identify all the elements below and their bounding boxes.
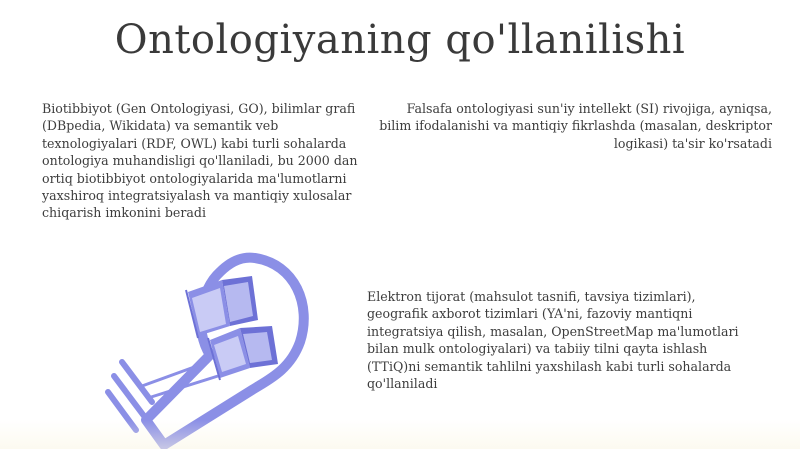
- paragraph-biomedicine: Biotibbiyot (Gen Ontologiyasi, GO), bilimlar grafi (DBpedia, Wikidata) va semantik veb texnologiyalari (RDF, OWL) kabi turli sohalarda ontologiya muhandisligi qo'llaniladi, bu 2000 dan ortiq biotibbiyot ontologiyalarida ma'lumotlarni yaxshiroq integratsiyalash va mantiqiy xulosalar chiqarish imkonini beradi: [42, 101, 358, 221]
- paragraph-ecommerce: Elektron tijorat (mahsulot tasnifi, tavsiya tizimlari), geografik axborot tizimlari (YA'ni, fazoviy mantiqni integratsiya qilish, masalan, OpenStreetMap ma'lumotlari bilan mulk ontologiyalari) va tabiiy tilni qayta ishlash (TTiQ)ni semantik tahlilni yaxshilash kabi turli sohalarda qo'llaniladi: [367, 289, 739, 392]
- bottom-glow: [0, 420, 800, 449]
- paragraph-philosophy: Falsafa ontologiyasi sun'iy intellekt (SI) rivojiga, ayniqsa, bilim ifodalanishi va mantiqiy fikrlashda (masalan, deskriptor logikasi) ta'sir ko'rsatadi: [379, 101, 772, 151]
- slide-title: Ontologiyaning qo'llanilishi: [114, 17, 686, 63]
